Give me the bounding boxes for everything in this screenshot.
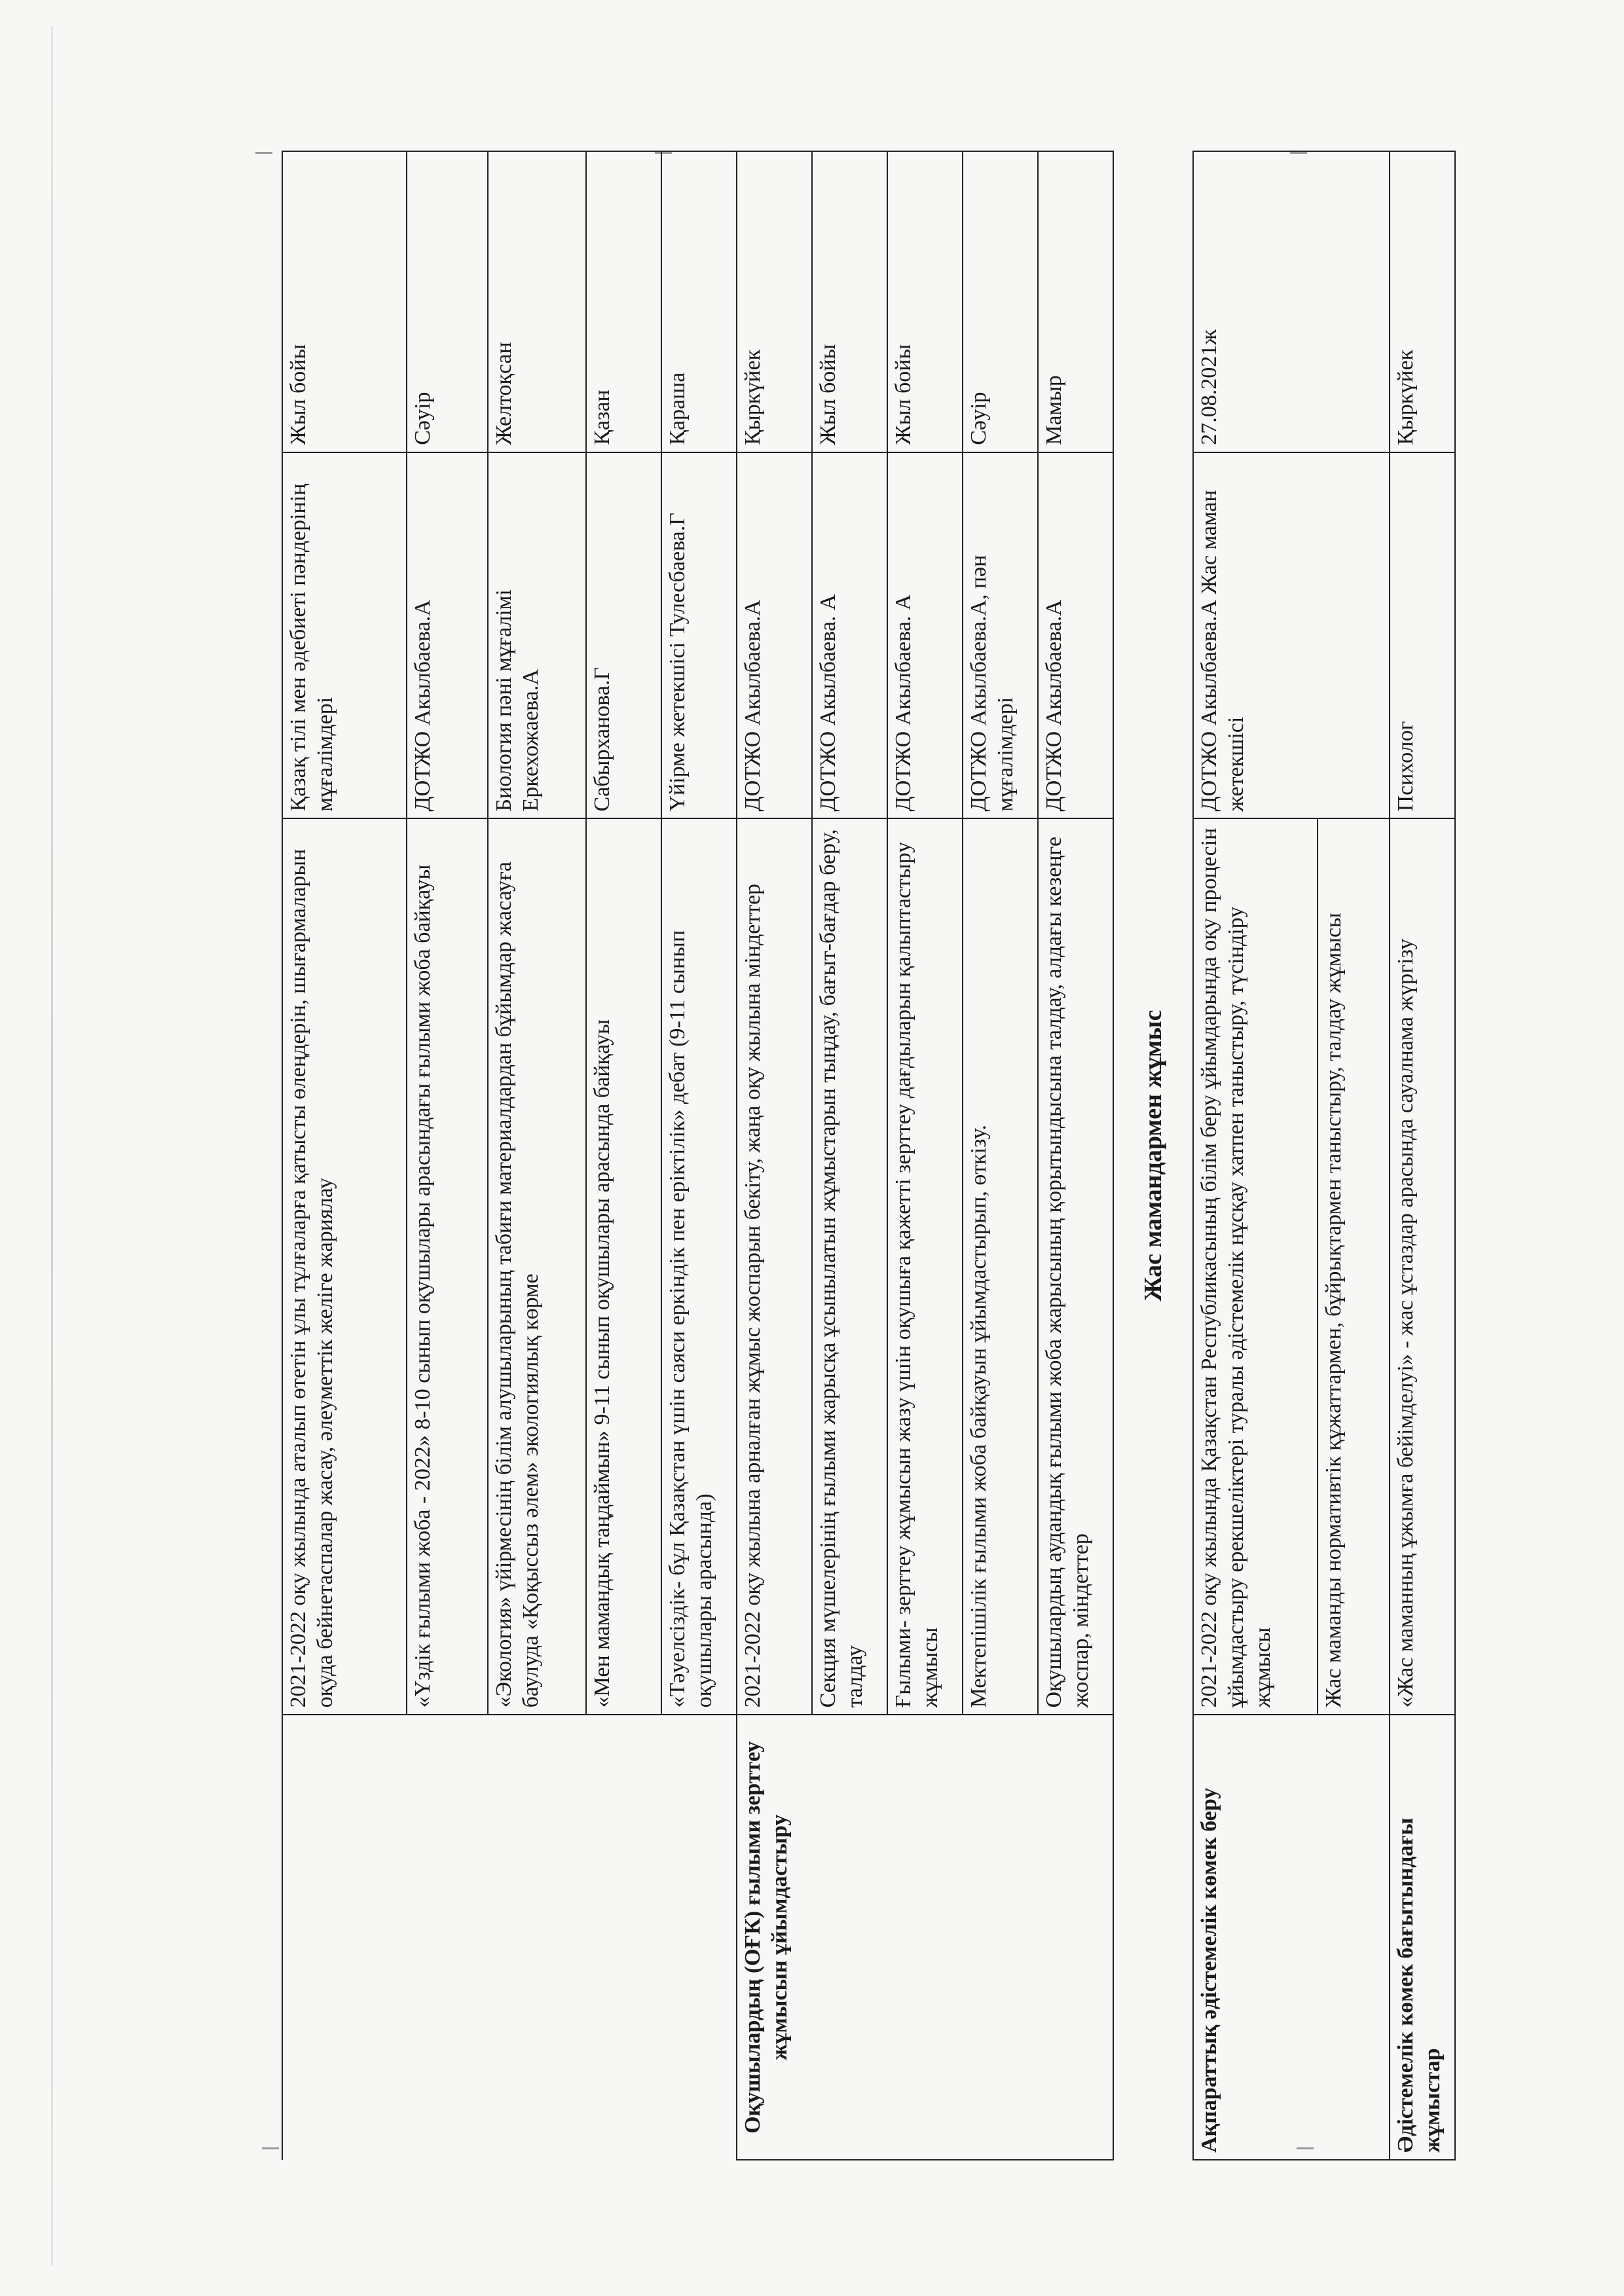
table-cell-date: Жыл бойы bbox=[887, 151, 963, 452]
table-cell-responsible: ДОТЖО Акылбаева. А bbox=[812, 452, 887, 819]
table-cell-activity: Мектепішілік ғылыми жоба байқауын ұйымдастырып, өткізу. bbox=[963, 818, 1038, 1715]
table-cell-section bbox=[282, 1715, 737, 2160]
table-cell-date: 27.08.2021ж bbox=[1193, 151, 1390, 452]
table-cell-date: Жыл бойы bbox=[812, 151, 887, 452]
table-cell-activity: Оқушылардың аудандық ғылыми жоба жарысының қорытындысына талдау, алдағы кезеңге жоспар, міндеттер bbox=[1038, 818, 1113, 1715]
table-cell-date: Қазан bbox=[586, 151, 661, 452]
table-cell-date: Сәуір bbox=[407, 151, 488, 452]
table-cell-activity: Секция мүшелерінің ғылыми жарысқа ұсынылатын жұмыстарын тыңдау, бағыт-бағдар беру, талдау bbox=[812, 818, 887, 1715]
page-edge bbox=[51, 26, 53, 2265]
margin-mark bbox=[262, 2147, 279, 2149]
table-cell-date: Желтоқсан bbox=[488, 151, 586, 452]
rotated-document-content bbox=[282, 151, 1624, 2160]
table-cell-activity: «Экология» үйірмесінің білім алушыларының табиғи материалдардан бұйымдар жасауға баулуда «Қоқыссыз әлем» экологиялық көрме bbox=[488, 818, 586, 1715]
table-cell-responsible: ДОТЖО Акылбаева.А Жас маман жетекшісі bbox=[1193, 452, 1390, 819]
table-row bbox=[1193, 151, 1318, 2160]
table-cell-responsible: Психолог bbox=[1390, 452, 1455, 819]
table-cell-responsible: Үйірме жетекшісі Тулесбаева.Г bbox=[661, 452, 737, 819]
section-title: Жас мамандармен жұмыс bbox=[1139, 1010, 1167, 1302]
table-cell-responsible: Сабырханова.Г bbox=[586, 452, 661, 819]
table-cell-activity: «Үздік ғылыми жоба - 2022» 8-10 сынып оқушылары арасындағы ғылыми жоба байқауы bbox=[407, 818, 488, 1715]
table-row bbox=[282, 151, 407, 2160]
table-cell-date: Қараша bbox=[661, 151, 737, 452]
table-cell-responsible: Қазақ тілі мен әдебиеті пәндерінің мұғалімдері bbox=[282, 452, 407, 819]
table-cell-date: Қыркүйек bbox=[1390, 151, 1455, 452]
table-cell-responsible: ДОТЖО Акылбаева. А bbox=[887, 452, 963, 819]
table-row bbox=[1390, 151, 1455, 2160]
table-cell-responsible: ДОТЖО Акылбаева.А bbox=[407, 452, 488, 819]
table-cell-activity: Жас маманды нормативтік құжаттармен, бұйрықтармен таныстыру, талдау жұмысы bbox=[1318, 818, 1390, 1715]
margin-mark bbox=[255, 152, 272, 154]
plan-table-1 bbox=[282, 151, 1114, 2160]
table-cell-responsible: ДОТЖО Акылбаева.А bbox=[737, 452, 812, 819]
table-cell-date: Жыл бойы bbox=[282, 151, 407, 452]
table-cell-date: Сәуір bbox=[963, 151, 1038, 452]
table-cell-activity: Ғылыми- зерттеу жұмысын жазу үшін оқушыға қажетті зерттеу дағдыларын қалыптастыру жұмысы bbox=[887, 818, 963, 1715]
plan-table-2 bbox=[1192, 151, 1456, 2160]
table-cell-section-title: Оқушылардың (ОҒК) ғылыми зерттеу жұмысын ұйымдастыру bbox=[737, 1715, 1113, 2160]
table-cell-activity: 2021-2022 оқу жылына арналған жұмыс жоспарын бекіту, жаңа оқу жылына міндеттер bbox=[737, 818, 812, 1715]
table-cell-section-title: Ақпараттық әдістемелік көмек беру bbox=[1193, 1715, 1390, 2160]
table-cell-date: Мамыр bbox=[1038, 151, 1113, 452]
table-cell-responsible: Биология пәні мұғалімі Еркехожаева.А bbox=[488, 452, 586, 819]
table-cell-activity: «Жас маманның ұжымға бейімделуі» - жас ұстаздар арасында сауалнама жүргізу bbox=[1390, 818, 1455, 1715]
table-cell-activity: 2021-2022 оқу жылында Қазақстан Республикасының білім беру ұйымдарында оқу процесін ұйымдастыру ерекшеліктері туралы әдістемелік нұсқау хатпен таныстыру, түсіндіру жұмысы bbox=[1193, 818, 1318, 1715]
table-cell-activity: «Тәуелсіздік- бұл Қазақстан үшін саяси еркіндік пен еріктілік» дебат (9-11 сынып оқушылары арасында) bbox=[661, 818, 737, 1715]
table-row bbox=[737, 151, 812, 2160]
table-cell-activity: «Мен мамандық таңдаймын» 9-11 сынып оқушылары арасында байқауы bbox=[586, 818, 661, 1715]
table-cell-activity: 2021-2022 оқу жылында аталып өтетін ұлы тұлғаларға қатысты өлеңдерін, шығармаларын оқуда бейнетаспалар жасау, әлеуметтік желіге жариялау bbox=[282, 818, 407, 1715]
table-cell-responsible: ДОТЖО Акылбаева.А bbox=[1038, 452, 1113, 819]
table-cell-date: Қыркүйек bbox=[737, 151, 812, 452]
table-cell-section-title: Әдістемелік көмек бағытындағы жұмыстар bbox=[1390, 1715, 1455, 2160]
table-cell-responsible: ДОТЖО Акылбаева.А, пән мұғалімдері bbox=[963, 452, 1038, 819]
